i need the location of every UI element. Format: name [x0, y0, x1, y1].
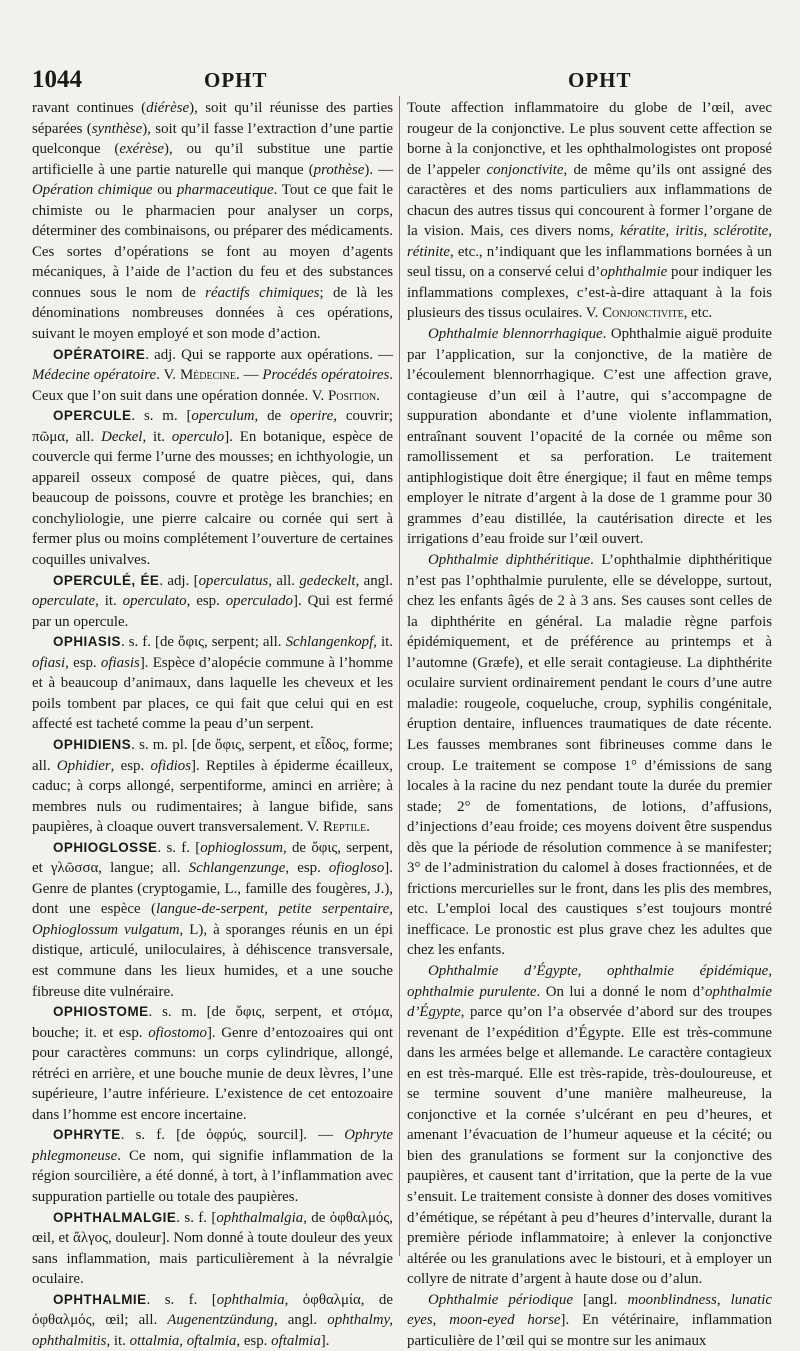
page-number: 1044	[32, 66, 82, 93]
right-column	[407, 98, 772, 1351]
dictionary-entry-r_egypte: Ophthalmie d’Égypte, ophthalmie épidémique, ophthalmie purulente. On lui a donné le nom d’ophthalmie d’Égypte, parce qu’on l’a observée d’abord sur des troupes revenant de l’expédition d’Égypte. Elle est très-commune dans les armées belge et allemande. Le caractère contagieux en est très-marqué. Elle est très-rapide, très-douloureuse, et se termine souvent d’une manière malheureuse, la conjonctive et la cornée s’ulcérant en peu d’heures, et amenant l’évacuation de l’humeur aqueuse et la cécité; ou bien des granulations se forment sur la conjonctive des paupières, et causent tant d’irritation, que la perte de la vue s’ensuit. Le traitement consiste à donner des doses vomitives d’émétique, se répétant à peu d’heures d’intervalle, durant la première période inflammatoire; à enlever la conjonctive altérée ou les granulations avec le bistouri, et à employer un collyre de nitrate d’argent à haute dose ou d’alun.	[407, 962, 772, 1288]
right-guide-word: OPHT	[568, 68, 632, 92]
dictionary-entry-ophidiens: OPHIDIENS. s. m. pl. [de ὄφις, serpent, et εἶδος, forme; all. Ophidier, esp. ofidios]. Reptiles à épiderme écailleux, caduc; à corps allongé, serpentiforme, aminci en arrière; à membres nuls ou rudimentaires; à langue bifide, sans paupières, à cloaque ouvert transversalement. V. Reptile.	[32, 736, 393, 836]
dictionary-entry-ophiasis: OPHIASIS. s. f. [de ὄφις, serpent; all. Schlangenkopf, it. ofiasi, esp. ofiasis]. Espèce d’alopécie commune à l’homme et à beaucoup d’animaux, dans laquelle les cheveux et les poils tombent par places, ce qui fait que celui qui en est affecté est tacheté comme la peau d’un serpent.	[32, 634, 393, 733]
dictionary-entry-r_blenno: Ophthalmie blennorrhagique. Ophthalmie aiguë produite par l’application, sur la conjonctive, de la matière de l’écoulement blennorrhagique. C’est une affection grave, contagieuse d’un œil à l’autre, qui s’accompagne de suppuration abondante et d’une violente inflammation, entraînant souvent l’opacité de la cornée ou même son ramollissement et sa perforation. Le traitement antiphlogistique doit être énergique; il faut en même temps employer le nitrate d’argent à la dose de 1 gramme pour 30 grammes d’eau distillée, la cautérisation directe et les irrigations d’eau froide sur l’œil ouvert.	[407, 326, 772, 548]
dictionary-entry-r_period: Ophthalmie périodique [angl. moonblindness, lunatic eyes, moon-eyed horse]. En vétérinaire, inflammation particulière de l’œil qui se montre sur les animaux	[407, 1291, 773, 1349]
dictionary-entry-ophryte: OPHRYTE. s. f. [de ὀφρύς, sourcil]. — Ophryte phlegmoneuse. Ce nom, qui signifie inflammation de la région sourcilière, a été donné, à tort, à l’inflammation avec suppuration partielle ou totale des paupières.	[32, 1127, 393, 1205]
column-divider	[399, 96, 400, 1256]
dictionary-entry-r_intro: Toute affection inflammatoire du globe de l’œil, avec rougeur de la conjonctive. Le plus souvent cette affection se borne à la conjonctive, et les ophthalmologistes ont proposé de l’appeler conjonctivite, de même qu’ils ont assigné des caractères et des noms particuliers aux inflammations de chacun des autres tissus qui concourent à former l’organe de la vision. Mais, ces divers noms, kératite, iritis, sclérotite, rétinite, etc., n’indiquant que les inflammations bornées à un seul tissu, on a conservé celui d’ophthalmie pour indiquer les inflammations complexes, c’est-à-dire attaquant à la fois plusieurs des tissus oculaires. V. Conjonctivite, etc.	[407, 100, 773, 322]
left-column	[32, 98, 393, 1351]
dictionary-entry-ophioglosse: OPHIOGLOSSE. s. f. [ophioglossum, de ὄφις, serpent, et γλῶσσα, langue; all. Schlangenzunge, esp. ofiogloso]. Genre de plantes (cryptogamie, L., famille des fougères, J.), dont une espèce (langue-de-serpent, petite serpentaire, Ophioglossum vulgatum, L), à sporanges réunis en un épi distique, articulé, uniloculaires, à déhiscence transversale, est commune dans les lieux humides, et a une souche fibreuse dite vulnéraire.	[32, 839, 394, 1000]
dictionary-entry-r_diphth: Ophthalmie diphthéritique. L’ophthalmie diphthéritique n’est pas l’ophthalmie purulente, elle se développe, surtout, chez les enfants âgés de 2 à 3 ans. Ses causes sont celles de la diphthérite en général. La maladie règne parfois épidémiquement, et de préférence au printemps et à l’automne (Græfe), et elle serait contagieuse. La diphthérite oculaire survient ordinairement pendant le cours d’une autre maladie: rougeole, coqueluche, croup, syphilis congénitale, éruption dentaire, influences traumatiques de date récente. Les fausses membranes sont fibrineuses comme dans le croup. Le traitement se compose 1° d’émissions de sang locales à la racine du nez pendant toute la durée du premier stade; 2° de fomentations, de lotions, d’affusions, d’injections d’eau froide; ces moyens doivent être suspendus dès que la période de résolution commence à se manifester; 3° de l’administration du calomel à doses fractionnées, et de frictions mercurielles sur le front, dans les plis des membres, etc. L’emploi local des caustiques s’est toujours montré inefficace. Le pronostic est plus grave chez les adultes que chez les enfants.	[407, 552, 772, 959]
dictionary-entry-operatoire: OPÉRATOIRE. adj. Qui se rapporte aux opérations. — Médecine opératoire. V. Médecine. — Procédés opératoires. Ceux que l’on suit dans une opération donnée. V. Position.	[32, 346, 393, 404]
dictionary-entry-operculé: OPERCULÉ, ÉE. adj. [operculatus, all. gedeckelt, angl. operculate, it. operculato, esp. operculado]. Qui est fermé par un opercule.	[32, 572, 393, 630]
dictionary-entry-opercule: OPERCULE. s. m. [operculum, de operire, couvrir; πῶμα, all. Deckel, it. operculo]. En botanique, espèce de couvercle qui ferme l’urne des mousses; en ichthyologie, un appareil osseux composé de quatre pièces, qui, dans beaucoup de poissons, couvre et protège les branchies; en conchyliologie, une pierre calcaire ou cornée qui sert à fermer plus ou moins complétement l’ouverture de certaines coquilles univalves.	[32, 408, 393, 569]
left-guide-word: OPHT	[204, 68, 268, 92]
dictionary-entry-ophthalmie_def: OPHTHALMIE. s. f. [ophthalmia, ὀφθαλμία, de ὀφθαλμός, œil; all. Augenentzündung, angl. ophthalmy, ophthalmitis, it. ottalmia, oftalmia, esp. oftalmia].	[32, 1291, 394, 1349]
dictionary-entry-cont_dierese: ravant continues (diérèse), soit qu’il réunisse des parties séparées (synthèse), soit qu’il fasse l’extraction d’une partie quelconque (exérèse), ou qu’il substitue une partie artificielle à une partie naturelle qui manque (prothèse). — Opération chimique ou pharmaceutique. Tout ce que fait le chimiste ou le pharmacien pour analyser un corps, déterminer des combinaisons, ou préparer des médicaments. Ces sortes d’opérations se font au moyen d’agents mécaniques, à l’aide de l’action du feu et des substances connues sous le nom de réactifs chimiques; de là les dénominations nombreuses données à ces opérations, suivant le moyen employé et son mode d’action.	[32, 100, 393, 343]
dictionary-entry-ophthalmalgie: OPHTHALMALGIE. s. f. [ophthalmalgia, de ὀφθαλμός, œil, et ἄλγος, douleur]. Nom donné à toute douleur des yeux sans inflammation, mais particulièrement à la névralgie oculaire.	[32, 1209, 393, 1288]
running-header	[32, 66, 776, 96]
dictionary-entry-ophiostome: OPHIOSTOME. s. m. [de ὄφις, serpent, et στόμα, bouche; it. et esp. ofiostomo]. Genre d’entozoaires qui ont pour caractères communs: un corps cylindrique, allongé, rétréci en arrière, et une bouche munie de deux lèvres, l’une supérieure, l’autre inférieure. L’existence de cet entozoaire dans l’homme est encore incertaine.	[32, 1004, 393, 1123]
